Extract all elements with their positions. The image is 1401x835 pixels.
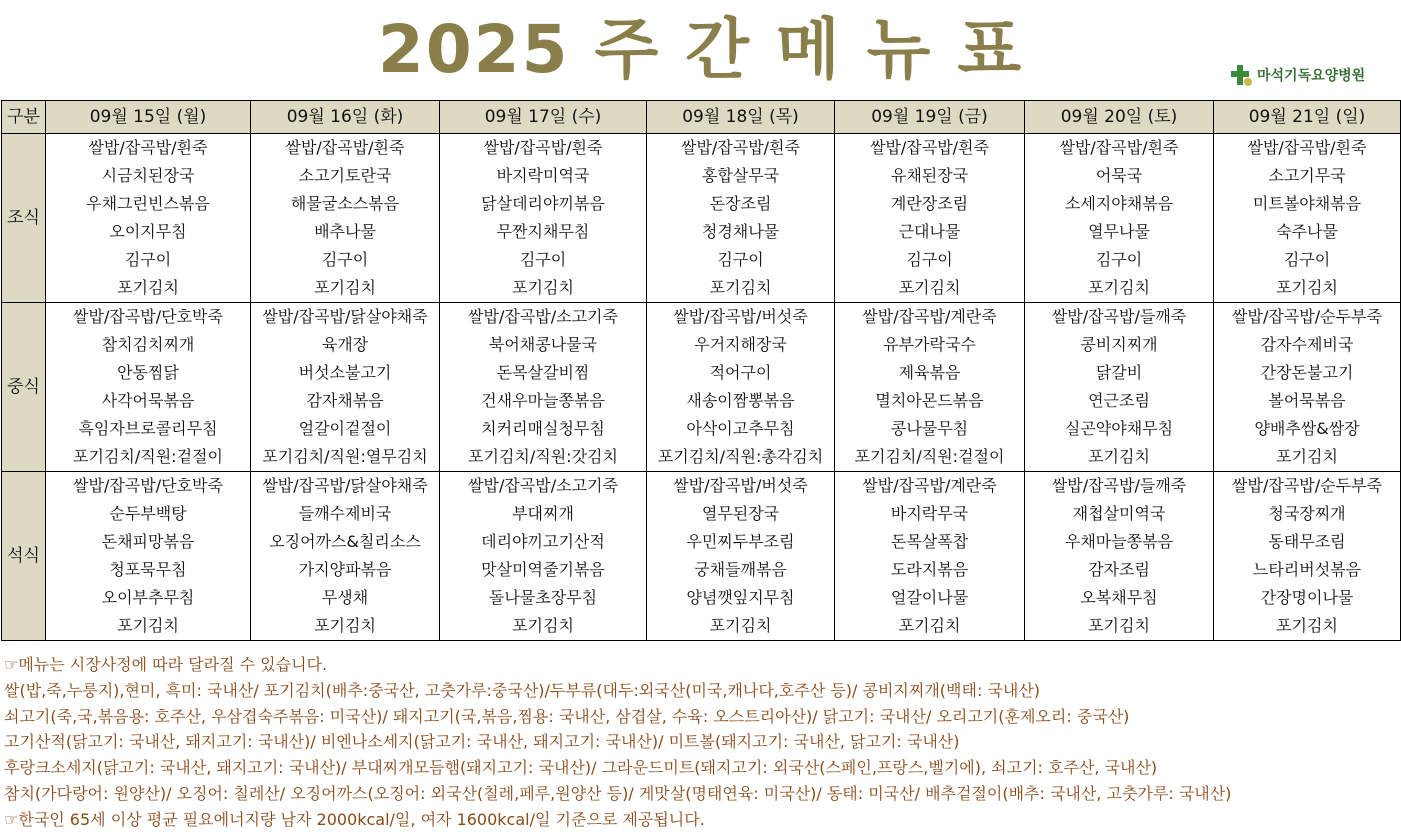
menu-item: 제육볶음 [835,359,1025,387]
menu-item: 쌀밥/잡곡밥/단호박죽 [46,472,251,501]
header-corner: 구분 [2,101,46,134]
menu-item: 안동찜닭 [46,359,251,387]
meal-label: 중식 [2,303,46,472]
menu-item: 청국장찌개 [1214,500,1401,528]
menu-item: 쌀밥/잡곡밥/계란죽 [835,303,1025,332]
header-day: 09월 20일 (토) [1025,101,1214,134]
menu-item: 실곤약야채무침 [1025,415,1214,443]
menu-item: 포기김치/직원:겉절이 [46,443,251,472]
menu-item: 포기김치/직원:겉절이 [835,443,1025,472]
meal-label: 석식 [2,472,46,641]
header-day: 09월 16일 (화) [251,101,440,134]
menu-item: 쌀밥/잡곡밥/흰죽 [46,134,251,163]
menu-row [2,218,1401,246]
menu-item: 재첩살미역국 [1025,500,1214,528]
menu-item: 오이부추무침 [46,584,251,612]
menu-row [2,443,1401,472]
menu-item: 포기김치 [647,274,835,303]
menu-item: 부대찌개 [440,500,647,528]
menu-item: 버섯소불고기 [251,359,440,387]
menu-item: 우채그린빈스볶음 [46,190,251,218]
menu-row [2,584,1401,612]
menu-item: 바지락무국 [835,500,1025,528]
menu-item: 소세지야채볶음 [1025,190,1214,218]
menu-item: 가지양파볶음 [251,556,440,584]
menu-item: 흑임자브로콜리무침 [46,415,251,443]
menu-item: 사각어묵볶음 [46,387,251,415]
menu-row [2,556,1401,584]
menu-item: 쌀밥/잡곡밥/흰죽 [1025,134,1214,163]
menu-item: 홍합살무국 [647,162,835,190]
menu-item: 얼갈이겉절이 [251,415,440,443]
menu-item: 오복채무침 [1025,584,1214,612]
menu-item: 유채된장국 [835,162,1025,190]
menu-item: 데리야끼고기산적 [440,528,647,556]
menu-item: 아삭이고추무침 [647,415,835,443]
page-title: 2025 주 간 메 뉴 표 [377,11,1024,88]
note-line: 쌀(밥,죽,누룽지),현미, 흑미: 국내산/ 포기김치(배추:중국산, 고춧가루:중국산)/두부류(대두:외국산(미국,캐나다,호주산 등)/ 콩비지찌개(백태: 국내산) [4,680,1041,700]
menu-item: 돈장조림 [647,190,835,218]
hospital-name: 마석기독요양병원 [1257,68,1366,84]
menu-item: 포기김치 [251,274,440,303]
menu-item: 배추나물 [251,218,440,246]
menu-item: 콩나물무침 [835,415,1025,443]
menu-item: 해물굴소스볶음 [251,190,440,218]
menu-item: 미트볼야채볶음 [1214,190,1401,218]
menu-item: 열무나물 [1025,218,1214,246]
menu-item: 소고기무국 [1214,162,1401,190]
menu-item: 쌀밥/잡곡밥/닭살야채죽 [251,472,440,501]
menu-item: 맛살미역줄기볶음 [440,556,647,584]
note-line: 고기산적(닭고기: 국내산, 돼지고기: 국내산)/ 비엔나소세지(닭고기: 국내산, 돼지고기: 국내산)/ 미트볼(돼지고기: 국내산, 닭고기: 국내산) [4,732,960,752]
menu-item: 포기김치 [1214,443,1401,472]
menu-item: 숙주나물 [1214,218,1401,246]
menu-item: 포기김치/직원:총각김치 [647,443,835,472]
menu-item: 콩비지찌개 [1025,331,1214,359]
menu-row [2,612,1401,641]
menu-row [2,472,1401,501]
menu-item: 소고기토란국 [251,162,440,190]
menu-item: 포기김치 [46,612,251,641]
menu-item: 포기김치 [440,274,647,303]
menu-item: 포기김치 [1214,274,1401,303]
menu-item: 오이지무침 [46,218,251,246]
menu-item: 쌀밥/잡곡밥/흰죽 [1214,134,1401,163]
menu-item: 포기김치/직원:열무김치 [251,443,440,472]
menu-row [2,190,1401,218]
note-line: ☞한국인 65세 이상 평균 필요에너지량 남자 2000kcal/일, 여자 1600kcal/일 기준으로 제공됩니다. [4,809,705,829]
note-line: 쇠고기(죽,국,볶음용: 호주산, 우삼겹숙주볶음: 미국산)/ 돼지고기(국,볶음,찜용: 국내산, 삼겹살, 수육: 오스트리아산)/ 닭고기: 국내산/ 오리고기(훈제오리: 중국산) [4,706,1130,726]
menu-item: 쌀밥/잡곡밥/버섯죽 [647,472,835,501]
menu-item: 간장명이나물 [1214,584,1401,612]
menu-row [2,246,1401,274]
menu-item: 포기김치 [1025,612,1214,641]
header-day: 09월 15일 (월) [46,101,251,134]
menu-item: 김구이 [1214,246,1401,274]
menu-item: 포기김치 [46,274,251,303]
menu-row [2,134,1401,163]
menu-item: 육개장 [251,331,440,359]
menu-item: 쌀밥/잡곡밥/순두부죽 [1214,303,1401,332]
menu-row [2,274,1401,303]
menu-item: 포기김치 [440,612,647,641]
menu-item: 도라지볶음 [835,556,1025,584]
cross-hospital-icon [1228,62,1254,88]
menu-item: 쌀밥/잡곡밥/닭살야채죽 [251,303,440,332]
menu-item: 돈목살폭찹 [835,528,1025,556]
weekly-menu-table [1,100,1401,641]
menu-item: 양배추쌈&쌈장 [1214,415,1401,443]
menu-item: 새송이짬뽕볶음 [647,387,835,415]
menu-item: 쌀밥/잡곡밥/흰죽 [251,134,440,163]
menu-item: 열무된장국 [647,500,835,528]
menu-item: 바지락미역국 [440,162,647,190]
menu-item: 돈채피망볶음 [46,528,251,556]
menu-item: 들깨수제비국 [251,500,440,528]
menu-item: 청포묵무침 [46,556,251,584]
menu-item: 포기김치 [835,274,1025,303]
menu-item: 무짠지채무침 [440,218,647,246]
menu-item: 느타리버섯볶음 [1214,556,1401,584]
menu-item: 쌀밥/잡곡밥/소고기죽 [440,472,647,501]
menu-item: 닭갈비 [1025,359,1214,387]
menu-item: 적어구이 [647,359,835,387]
menu-item: 어묵국 [1025,162,1214,190]
menu-item: 포기김치 [647,612,835,641]
header-row [2,101,1401,134]
menu-item: 쌀밥/잡곡밥/흰죽 [440,134,647,163]
menu-item: 치커리매실청무침 [440,415,647,443]
menu-row [2,331,1401,359]
menu-item: 멸치아몬드볶음 [835,387,1025,415]
menu-item: 무생채 [251,584,440,612]
note-line: ☞메뉴는 시장사정에 따라 달라질 수 있습니다. [4,655,328,674]
menu-item: 순두부백탕 [46,500,251,528]
menu-item: 오징어까스&칠리소스 [251,528,440,556]
menu-item: 포기김치 [1025,443,1214,472]
menu-item: 포기김치 [1025,274,1214,303]
header-day: 09월 18일 (목) [647,101,835,134]
menu-item: 쌀밥/잡곡밥/순두부죽 [1214,472,1401,501]
menu-item: 유부가락국수 [835,331,1025,359]
menu-item: 돈목살갈비찜 [440,359,647,387]
menu-item: 김구이 [251,246,440,274]
menu-item: 포기김치/직원:갓김치 [440,443,647,472]
menu-row [2,359,1401,387]
menu-item: 계란장조림 [835,190,1025,218]
menu-item: 연근조림 [1025,387,1214,415]
menu-row [2,303,1401,332]
menu-item: 김구이 [835,246,1025,274]
menu-item: 양념깻잎지무침 [647,584,835,612]
menu-row [2,387,1401,415]
menu-item: 건새우마늘쫑볶음 [440,387,647,415]
menu-row [2,500,1401,528]
menu-row [2,162,1401,190]
menu-item: 참치김치찌개 [46,331,251,359]
menu-row [2,415,1401,443]
menu-item: 볼어묵볶음 [1214,387,1401,415]
menu-item: 얼갈이나물 [835,584,1025,612]
menu-item: 동태무조림 [1214,528,1401,556]
menu-item: 김구이 [647,246,835,274]
menu-item: 쌀밥/잡곡밥/들깨죽 [1025,472,1214,501]
menu-item: 포기김치 [835,612,1025,641]
note-line: 후랑크소세지(닭고기: 국내산, 돼지고기: 국내산)/ 부대찌개모듬햄(돼지고기: 국내산)/ 그라운드미트(돼지고기: 외국산(스페인,프랑스,벨기에), 쇠고기: 호주산, 국내산) [4,758,1158,778]
menu-item: 닭살데리야끼볶음 [440,190,647,218]
menu-item: 김구이 [1025,246,1214,274]
menu-item: 감자채볶음 [251,387,440,415]
notes-section [4,652,1399,833]
menu-item: 쌀밥/잡곡밥/흰죽 [835,134,1025,163]
menu-item: 김구이 [440,246,647,274]
menu-item: 북어채콩나물국 [440,331,647,359]
header-day: 09월 17일 (수) [440,101,647,134]
menu-item: 포기김치 [251,612,440,641]
menu-item: 포기김치 [1214,612,1401,641]
menu-item: 궁채들깨볶음 [647,556,835,584]
hospital-logo [1228,62,1365,88]
menu-item: 쌀밥/잡곡밥/들깨죽 [1025,303,1214,332]
meal-label: 조식 [2,134,46,303]
menu-item: 청경채나물 [647,218,835,246]
header-day: 09월 19일 (금) [835,101,1025,134]
menu-item: 김구이 [46,246,251,274]
menu-item: 우채마늘쫑볶음 [1025,528,1214,556]
menu-item: 우거지해장국 [647,331,835,359]
menu-item: 쌀밥/잡곡밥/흰죽 [647,134,835,163]
menu-row [2,528,1401,556]
note-line: 참치(가다랑어: 원양산)/ 오징어: 칠레산/ 오징어까스(오징어: 외국산(칠레,페루,원양산 등)/ 게맛살(명태연육: 미국산)/ 동태: 미국산/ 배추겉절이(배추: 국내산, 고춧가루: 국내산) [4,783,1232,803]
menu-item: 감자수제비국 [1214,331,1401,359]
menu-item: 돌나물초장무침 [440,584,647,612]
menu-item: 쌀밥/잡곡밥/버섯죽 [647,303,835,332]
menu-item: 감자조림 [1025,556,1214,584]
menu-item: 시금치된장국 [46,162,251,190]
menu-item: 쌀밥/잡곡밥/계란죽 [835,472,1025,501]
menu-item: 쌀밥/잡곡밥/단호박죽 [46,303,251,332]
menu-item: 근대나물 [835,218,1025,246]
header-day: 09월 21일 (일) [1214,101,1401,134]
menu-item: 쌀밥/잡곡밥/소고기죽 [440,303,647,332]
menu-item: 우민찌두부조림 [647,528,835,556]
menu-item: 간장돈불고기 [1214,359,1401,387]
